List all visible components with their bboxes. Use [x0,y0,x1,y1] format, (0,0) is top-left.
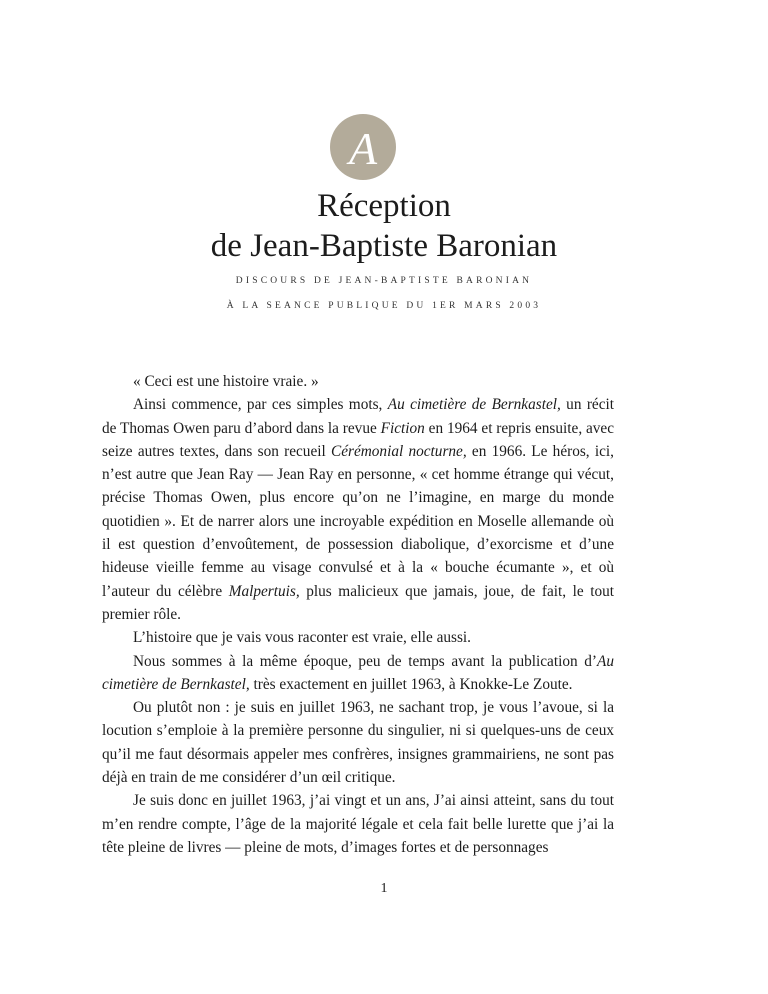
paragraph-1 [102,370,614,393]
paragraph-2-text-a: Ainsi commence, par ces simples mots, [133,396,388,414]
paragraph-2-text-c: en 1964 et repris ensuite, avec seize autres textes, dans son recueil [102,419,615,460]
body-text [102,370,614,859]
title-line-1: Réception [317,188,451,224]
paragraph-5-text: Ou plutôt non : je suis en juillet 1963, ne sachant trop, je vous l’avoue, si la locution s’emploie à la première personne du singulier, ni si quelques-uns de ceux qu’il me faut désormais appeler mes confrères, insignes grammairiens, ne sont pas déjà en train de me considérer d’un œil critique. [102,699,614,787]
subtitle-line-2: À LA SEANCE PUBLIQUE DU 1ER MARS 2003 [226,301,542,311]
book-title-au-cimetiere-2: Au cimetière de Bernkastel, [102,652,614,693]
book-title-au-cimetiere: Au cimetière de Bernkastel, [387,396,561,414]
magazine-title-fiction: Fiction [380,419,425,437]
paragraph-6 [102,789,614,859]
logo-letter: A [348,123,378,174]
paragraph-4 [102,650,614,697]
subtitle-line-1: DISCOURS DE JEAN-BAPTISTE BARONIAN [235,276,533,286]
paragraph-3 [102,626,614,649]
paragraph-4-text-a: Nous sommes à la même époque, peu de temps avant la publication d’ [133,652,597,670]
academy-logo [330,114,396,180]
title-line-2: de Jean-Baptiste Baronian [210,228,558,264]
paragraph-1-text: « Ceci est une histoire vraie. » [133,373,319,390]
paragraph-2-text-e: plus malicieux que jamais, joue, de fait, le tout premier rôle. [102,582,615,623]
paragraph-4-text-b: très exactement en juillet 1963, à Knokke-Le Zoute. [249,675,573,693]
paragraph-2-text-d: en 1966. Le héros, ici, n’est autre que Jean Ray — Jean Ray en personne, « cet homme étrange qui vécut, précise Thomas Owen, plus encore qu’on ne l’imagine, en marge du monde quotidien ». Et de narrer alors une incroyable expédition en Moselle allemande où il est question d’envoûtement, de possession diabolique, d’exorcisme et d’une hideuse vieille femme au visage convulsé et à la « bouche écumante », et où l’auteur du célèbre [102,442,614,600]
book-title-ceremonial: Cérémonial nocturne, [331,442,467,460]
page-number: 1 [380,881,388,896]
paragraph-3-text: L’histoire que je vais vous raconter est vraie, elle aussi. [133,629,471,647]
paragraph-5 [102,696,614,789]
paragraph-2 [102,393,614,626]
book-title-malpertuis: Malpertuis, [228,582,300,600]
paragraph-2-text-b: un récit de Thomas Owen paru d’abord dans la revue [102,396,614,437]
page-title [0,186,768,266]
paragraph-6-text: Je suis donc en juillet 1963, j’ai vingt et un ans, J’ai ainsi atteint, sans du tout m’en rendre compte, l’âge de la majorité légale et cela fait belle lurette que j’ai la tête pleine de livres — pleine de mots, d’images fortes et de personnages [102,792,614,856]
